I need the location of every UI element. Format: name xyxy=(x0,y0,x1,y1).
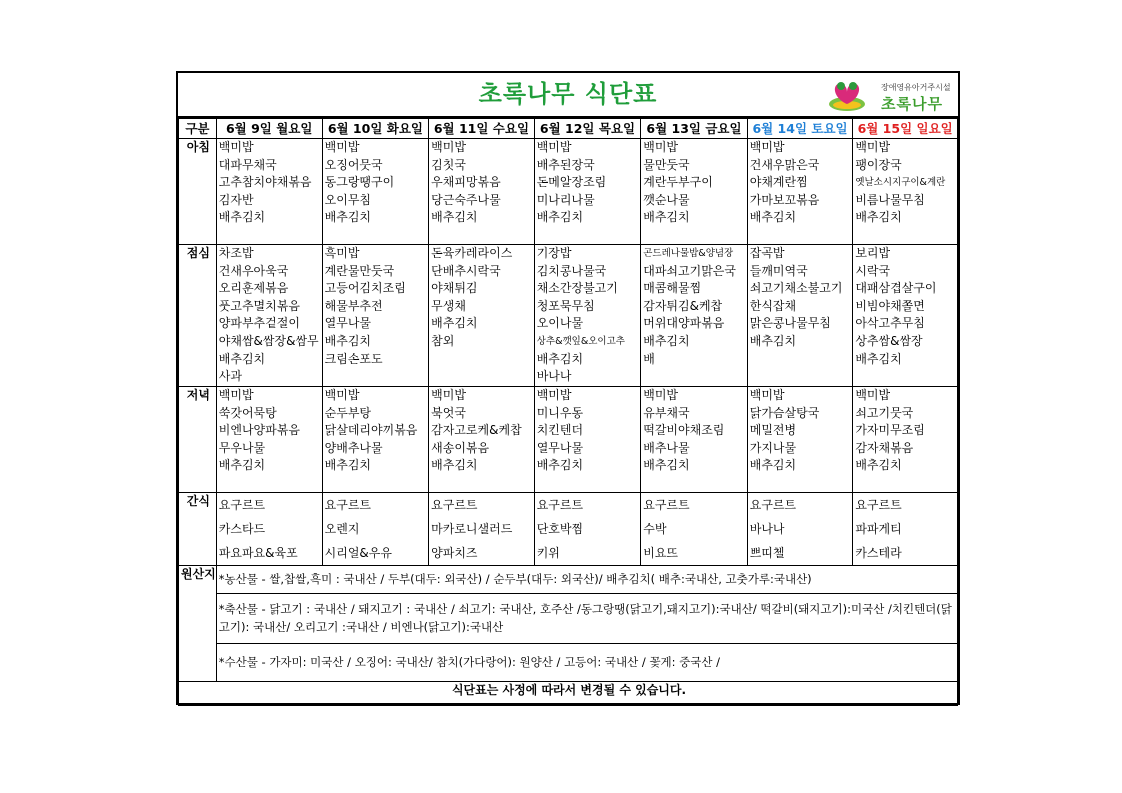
menu-item: 배추김치 xyxy=(324,458,372,473)
menu-item: 열무나물 xyxy=(324,316,372,331)
menu-item: 가자미무조림 xyxy=(855,423,925,438)
menu-item: 비름나물무침 xyxy=(855,192,925,207)
menu-item: 흑미밥 xyxy=(324,246,360,260)
menu-item: 당근숙주나물 xyxy=(431,192,501,207)
menu-item: 오이나물 xyxy=(536,316,584,331)
menu-item: 백미밥 xyxy=(643,140,679,154)
lunch-row xyxy=(179,245,958,387)
menu-item: 대파쇠고기맑은국 xyxy=(643,263,736,278)
menu-item: 백미밥 xyxy=(431,388,466,402)
menu-item: 비요뜨 xyxy=(643,546,679,560)
menu-sheet xyxy=(176,71,960,705)
header-day-sunday: 6월 15일 일요일 xyxy=(853,119,958,139)
menu-item: 고추참치야채볶음 xyxy=(218,175,312,190)
snack-row xyxy=(179,493,958,566)
origin-text: *축산물 - 닭고기 : 국내산 / 돼지고기 : 국내산 / 쇠고기: 국내산, 호주산 /동그랑땡(닭고기,돼지고기):국내산/ 떡갈비(돼지고기):미국산 /치킨텐더(닭고기): 국내산/ 오리고기 :국내산 / 비엔나(닭고기):국내산 xyxy=(218,601,952,634)
header-day: 6월 10일 화요일 xyxy=(322,119,429,139)
menu-item: 북엇국 xyxy=(431,405,466,420)
meal-label-breakfast: 아침 xyxy=(179,139,217,245)
menu-item: 감자튀김&케찹 xyxy=(643,298,723,313)
menu-item: 요구르트 xyxy=(218,498,266,512)
menu-item: 감자채볶음 xyxy=(855,440,914,455)
menu-cell xyxy=(747,245,853,387)
menu-item: 매콤해물찜 xyxy=(643,281,702,296)
menu-cell xyxy=(534,493,641,566)
menu-item: 단호박찜 xyxy=(536,522,584,536)
header-category: 구분 xyxy=(179,119,217,139)
menu-item: 가마보꼬볶음 xyxy=(749,192,820,207)
menu-cell xyxy=(322,139,429,245)
header-day: 6월 11일 수요일 xyxy=(429,119,535,139)
menu-cell xyxy=(853,245,958,387)
menu-item: 백미밥 xyxy=(324,388,360,402)
breakfast-row xyxy=(179,139,958,245)
menu-item: 무생채 xyxy=(431,298,466,313)
menu-cell xyxy=(216,493,322,566)
menu-item: 보리밥 xyxy=(855,246,891,260)
menu-item: 계란물만둣국 xyxy=(324,263,395,278)
footer-row xyxy=(179,682,958,706)
menu-item: 요구르트 xyxy=(855,498,902,512)
menu-item: 배추김치 xyxy=(855,458,902,473)
origin-text: *수산물 - 가자미: 미국산 / 오징어: 국내산/ 참치(가다랑어): 원양산 / 고등어: 국내산 / 꽃게: 중국산 / xyxy=(218,654,721,669)
menu-cell xyxy=(322,493,429,566)
origin-text: *농산물 - 쌀,찹쌀,흑미 : 국내산 / 두부(대두: 외국산) / 순두부(대두: 외국산)/ 배추김치( 배추:국내산, 고춧가루:국내산) xyxy=(218,571,812,586)
menu-item: 수박 xyxy=(643,522,667,536)
menu-cell xyxy=(322,387,429,493)
menu-item: 백미밥 xyxy=(218,388,254,402)
logo-subtitle: 장애영유아거주시설 xyxy=(881,83,951,92)
menu-item: 배추된장국 xyxy=(536,157,595,172)
meal-label-snack: 간식 xyxy=(179,493,217,566)
menu-item: 김치콩나물국 xyxy=(536,263,607,278)
menu-item: 메밀전병 xyxy=(749,423,797,438)
menu-item: 배추김치 xyxy=(431,458,478,473)
menu-item: 키위 xyxy=(536,546,560,560)
menu-cell xyxy=(641,387,748,493)
menu-item: 배추김치 xyxy=(536,351,584,366)
menu-item: 야채계란찜 xyxy=(749,175,808,190)
menu-item: 배추김치 xyxy=(218,351,266,366)
menu-item: 채소간장불고기 xyxy=(536,281,618,296)
menu-item: 닭살데리야끼볶음 xyxy=(324,423,418,438)
menu-item: 백미밥 xyxy=(536,388,572,402)
menu-cell xyxy=(853,387,958,493)
menu-item: 새송이볶음 xyxy=(431,440,490,455)
menu-item: 요구르트 xyxy=(536,498,584,512)
menu-item: 풋고추멸치볶음 xyxy=(218,298,300,313)
menu-cell xyxy=(747,139,853,245)
menu-item: 오이무침 xyxy=(324,192,372,207)
menu-item: 카스테라 xyxy=(855,546,902,560)
menu-item: 건새우맑은국 xyxy=(749,157,820,172)
menu-item: 배추김치 xyxy=(324,210,372,225)
menu-item: 깻순나물 xyxy=(643,192,690,207)
meal-label-dinner: 저녁 xyxy=(179,387,217,493)
menu-item: 참외 xyxy=(431,333,455,348)
menu-item: 들깨미역국 xyxy=(749,263,808,278)
meal-label-lunch: 점심 xyxy=(179,245,217,387)
menu-item: 배추김치 xyxy=(749,458,797,473)
menu-cell xyxy=(747,493,853,566)
menu-item: 배추김치 xyxy=(749,333,797,348)
menu-item: 백미밥 xyxy=(431,140,466,154)
menu-item: 닭가슴살탕국 xyxy=(749,405,820,420)
menu-item: 상추쌈&쌈장 xyxy=(855,333,923,348)
origin-row-1 xyxy=(179,566,958,594)
menu-item: 크림손포도 xyxy=(324,351,383,366)
menu-item: 마카로니샐러드 xyxy=(431,522,513,536)
menu-item: 배추김치 xyxy=(643,210,690,225)
menu-cell xyxy=(322,245,429,387)
menu-item: 비빔야채쫄면 xyxy=(855,298,925,313)
menu-item: 백미밥 xyxy=(536,140,572,154)
menu-item: 배추김치 xyxy=(218,210,266,225)
menu-item: 요구르트 xyxy=(643,498,690,512)
origin-line-seafood xyxy=(216,644,957,682)
logo xyxy=(827,78,952,112)
header-day: 6월 13일 금요일 xyxy=(641,119,748,139)
origin-line-produce xyxy=(216,566,957,594)
logo-name: 초록나무 xyxy=(881,95,943,113)
menu-cell xyxy=(853,493,958,566)
menu-item: 양파치즈 xyxy=(431,546,478,560)
menu-item: 바나나 xyxy=(749,522,785,536)
menu-item: 팽이장국 xyxy=(855,157,902,172)
menu-item: 단배추시락국 xyxy=(431,263,501,278)
menu-item: 무우나물 xyxy=(218,440,266,455)
menu-item: 치킨텐더 xyxy=(536,423,584,438)
menu-item: 가지나물 xyxy=(749,440,797,455)
menu-item: 요구르트 xyxy=(431,498,478,512)
menu-item: 머위대양파볶음 xyxy=(643,316,725,331)
menu-item: 쇠고기뭇국 xyxy=(855,405,914,420)
menu-cell xyxy=(641,493,748,566)
menu-item: 아삭고추무침 xyxy=(855,316,925,331)
menu-item: 백미밥 xyxy=(855,140,891,154)
menu-item: 요구르트 xyxy=(324,498,372,512)
menu-item: 돈육카레라이스 xyxy=(431,246,513,260)
menu-cell xyxy=(216,139,322,245)
menu-item: 해물부추전 xyxy=(324,298,383,313)
menu-item: 백미밥 xyxy=(749,140,785,154)
origin-line-livestock xyxy=(216,594,957,644)
menu-item: 시리얼&우유 xyxy=(324,546,392,560)
menu-item: 감자고로케&케찹 xyxy=(431,423,522,438)
menu-item: 건새우아욱국 xyxy=(218,263,289,278)
header-row xyxy=(179,119,958,139)
menu-item: 곤드레나물밥&양념장 xyxy=(643,248,734,259)
menu-cell xyxy=(534,245,641,387)
menu-item: 카스타드 xyxy=(218,522,266,536)
menu-item: 배추김치 xyxy=(536,210,584,225)
menu-item: 대파무채국 xyxy=(218,157,277,172)
menu-item: 잡곡밥 xyxy=(749,246,785,260)
menu-item: 열무나물 xyxy=(536,440,584,455)
menu-item: 시락국 xyxy=(855,263,891,278)
menu-item: 배추김치 xyxy=(324,333,372,348)
dinner-row xyxy=(179,387,958,493)
menu-cell xyxy=(641,139,748,245)
menu-table xyxy=(178,118,958,706)
menu-item: 요구르트 xyxy=(749,498,797,512)
menu-cell xyxy=(534,387,641,493)
menu-item: 배추김치 xyxy=(749,210,797,225)
page-title: 초록나무 식단표 xyxy=(478,80,658,108)
menu-cell xyxy=(429,245,535,387)
menu-item: 대패삼겹살구이 xyxy=(855,281,937,296)
menu-item: 물만둣국 xyxy=(643,157,690,172)
menu-item: 양배추나물 xyxy=(324,440,383,455)
menu-item: 배 xyxy=(643,351,655,366)
menu-cell xyxy=(216,245,322,387)
menu-item: 오리훈제볶음 xyxy=(218,281,289,296)
menu-item: 우채피망볶음 xyxy=(431,175,501,190)
menu-item: 쁘띠첼 xyxy=(749,546,785,560)
menu-item: 배추김치 xyxy=(855,351,902,366)
header-day: 6월 9일 월요일 xyxy=(216,119,322,139)
menu-item: 옛날소시지구이&계란 xyxy=(855,177,946,189)
menu-item: 백미밥 xyxy=(324,140,360,154)
origin-label: 원산지 xyxy=(179,566,217,682)
menu-cell xyxy=(641,245,748,387)
menu-item: 쇠고기채소불고기 xyxy=(749,281,843,296)
menu-item: 야채튀김 xyxy=(431,281,478,296)
title-row xyxy=(178,73,958,118)
origin-row-3 xyxy=(179,644,958,682)
menu-item: 김칫국 xyxy=(431,157,466,172)
menu-item: 백미밥 xyxy=(643,388,679,402)
menu-item: 떡갈비야채조림 xyxy=(643,423,725,438)
menu-item: 사과 xyxy=(218,369,242,384)
menu-item: 동그랑땡구이 xyxy=(324,175,395,190)
menu-item: 고등어김치조림 xyxy=(324,281,406,296)
menu-cell xyxy=(853,139,958,245)
menu-cell xyxy=(429,387,535,493)
menu-item: 쑥갓어묵탕 xyxy=(218,405,277,420)
menu-item: 돈메알장조림 xyxy=(536,175,607,190)
menu-item: 순두부탕 xyxy=(324,405,372,420)
menu-item: 상추&깻잎&오이고추 xyxy=(536,335,625,347)
menu-cell xyxy=(534,139,641,245)
menu-item: 배추김치 xyxy=(643,333,690,348)
origin-row-2 xyxy=(179,594,958,644)
menu-item: 백미밥 xyxy=(855,388,891,402)
menu-item: 맑은콩나물무침 xyxy=(749,316,831,331)
menu-item: 양파부추겉절이 xyxy=(218,316,300,331)
footer-notice: 식단표는 사정에 따라서 변경될 수 있습니다. xyxy=(179,682,958,706)
menu-item: 배추김치 xyxy=(536,458,584,473)
menu-item: 배추김치 xyxy=(431,316,478,331)
menu-item: 오렌지 xyxy=(324,522,360,536)
menu-item: 김자반 xyxy=(218,192,254,207)
menu-item: 미나리나물 xyxy=(536,192,595,207)
menu-item: 미니우동 xyxy=(536,405,584,420)
menu-item: 오징어뭇국 xyxy=(324,157,383,172)
menu-item: 백미밥 xyxy=(749,388,785,402)
menu-item: 계란두부구이 xyxy=(643,175,713,190)
menu-item: 청포묵무침 xyxy=(536,298,595,313)
logo-emblem-icon xyxy=(827,78,867,112)
menu-cell xyxy=(429,493,535,566)
menu-item: 기장밥 xyxy=(536,246,572,260)
menu-item: 비엔나양파볶음 xyxy=(218,423,300,438)
menu-item: 파요파요&육포 xyxy=(218,546,298,560)
header-day-saturday: 6월 14일 토요일 xyxy=(747,119,853,139)
menu-cell xyxy=(216,387,322,493)
menu-item: 배추김치 xyxy=(431,210,478,225)
header-day: 6월 12일 목요일 xyxy=(534,119,641,139)
menu-item: 백미밥 xyxy=(218,140,254,154)
menu-item: 배추김치 xyxy=(855,210,902,225)
menu-cell xyxy=(429,139,535,245)
menu-item: 야채쌈&쌈장&쌈무 xyxy=(218,333,319,348)
menu-item: 한식잡채 xyxy=(749,298,797,313)
menu-item: 파파게티 xyxy=(855,522,902,536)
menu-item: 배추김치 xyxy=(218,458,266,473)
menu-item: 차조밥 xyxy=(218,246,254,260)
menu-item: 바나나 xyxy=(536,369,572,384)
menu-item: 배추나물 xyxy=(643,440,690,455)
menu-item: 배추김치 xyxy=(643,458,690,473)
menu-cell xyxy=(747,387,853,493)
menu-item: 유부채국 xyxy=(643,405,690,420)
